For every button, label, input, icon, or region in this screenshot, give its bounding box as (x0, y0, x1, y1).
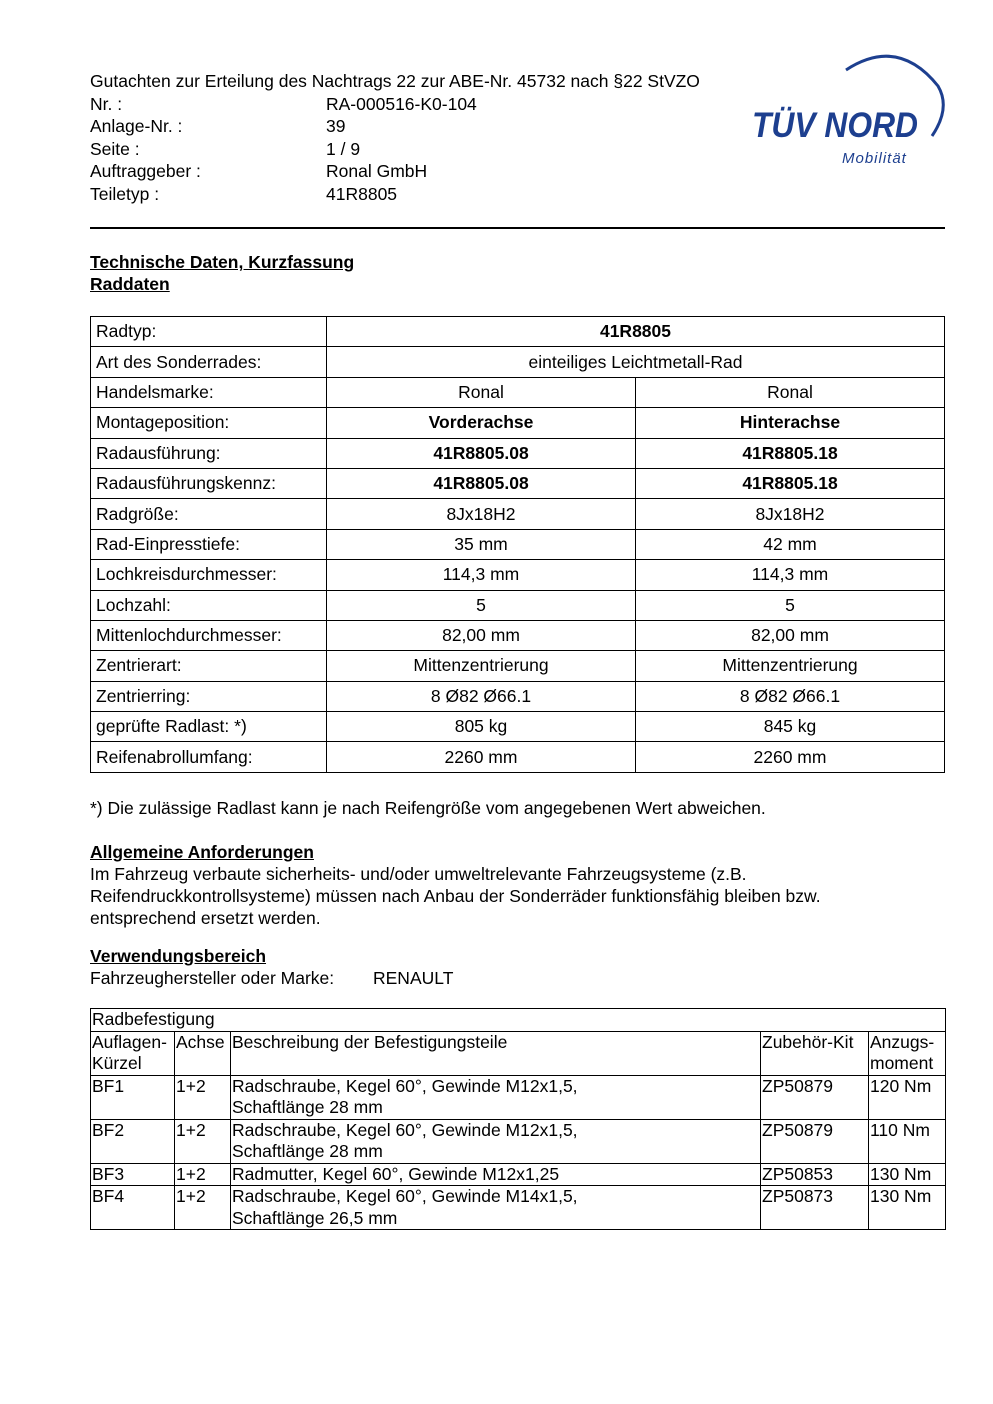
header-row-auftraggeber: Auftraggeber : Ronal GmbH (90, 161, 428, 182)
rear-axle-value: 2260 mm (636, 742, 945, 772)
header-row-anlage: Anlage-Nr. : 39 (90, 116, 346, 137)
table-row (91, 1119, 946, 1163)
front-axle-value: 5 (327, 590, 636, 620)
header-row-nr: Nr. : RA-000516-K0-104 (90, 93, 477, 114)
row-label: Zentrierart: (91, 651, 327, 681)
paragraph-line: Im Fahrzeug verbaute sicherheits- und/oder umweltrelevante Fahrzeugsysteme (z.B. (90, 864, 747, 884)
rear-axle-value: 8Jx18H2 (636, 499, 945, 529)
front-axle-value: Ronal (327, 377, 636, 407)
beschreibung-cell: Radschraube, Kegel 60°, Gewinde M14x1,5, Schaftlänge 26,5 mm (231, 1186, 761, 1230)
front-axle-value: 2260 mm (327, 742, 636, 772)
table-row (91, 1075, 946, 1119)
moment-cell: 130 Nm (869, 1186, 946, 1230)
column-header-kuerzel: Auflagen- Kürzel (91, 1031, 175, 1075)
table-row (91, 438, 945, 468)
front-axle-value: Mittenzentrierung (327, 651, 636, 681)
front-axle-value: 41R8805.08 (327, 468, 636, 498)
rear-axle-value: 5 (636, 590, 945, 620)
front-axle-value: 41R8805.08 (327, 438, 636, 468)
table-row (91, 742, 945, 772)
table-row (91, 560, 945, 590)
table-row (91, 620, 945, 650)
section-technische-daten (90, 251, 354, 295)
row-label: geprüfte Radlast: *) (91, 712, 327, 742)
beschreibung-cell: Radmutter, Kegel 60°, Gewinde M12x1,25 (231, 1163, 761, 1186)
achse-cell: 1+2 (175, 1119, 231, 1163)
table-row (91, 377, 945, 407)
row-label: Lochkreisdurchmesser: (91, 560, 327, 590)
radbefestigung-table (90, 1008, 946, 1230)
section-heading: Allgemeine Anforderungen (90, 842, 314, 862)
table-row (91, 317, 945, 347)
front-axle-value: 805 kg (327, 712, 636, 742)
table-row (91, 347, 945, 377)
row-label: Art des Sonderrades: (91, 347, 327, 377)
raddaten-footnote: *) Die zulässige Radlast kann je nach Reifengröße vom angegebenen Wert abweichen. (90, 798, 766, 818)
header-row-seite: Seite : 1 / 9 (90, 138, 361, 159)
kit-cell: ZP50873 (761, 1186, 869, 1230)
tuv-nord-logo (748, 46, 948, 171)
column-header-kit: Zubehör-Kit (761, 1031, 869, 1075)
front-axle-value: 8Jx18H2 (327, 499, 636, 529)
raddaten-table (90, 316, 945, 773)
table-row (91, 590, 945, 620)
rear-axle-value: Mittenzentrierung (636, 651, 945, 681)
achse-cell: 1+2 (175, 1186, 231, 1230)
achse-cell: 1+2 (175, 1163, 231, 1186)
rear-axle-value: 42 mm (636, 529, 945, 559)
front-axle-value: 8 Ø82 Ø66.1 (327, 681, 636, 711)
row-label: Radausführung: (91, 438, 327, 468)
table-row (91, 408, 945, 438)
row-label: Handelsmarke: (91, 377, 327, 407)
kuerzel-cell: BF4 (91, 1186, 175, 1230)
table-row (91, 681, 945, 711)
section-heading: Technische Daten, Kurzfassung (90, 252, 355, 272)
section-verwendungsbereich (90, 945, 453, 989)
row-label: Radtyp: (91, 317, 327, 347)
table-row (91, 468, 945, 498)
front-axle-value: 35 mm (327, 529, 636, 559)
rear-axle-value: 845 kg (636, 712, 945, 742)
achse-cell: 1+2 (175, 1075, 231, 1119)
moment-cell: 120 Nm (869, 1075, 946, 1119)
table-row (91, 712, 945, 742)
paragraph-line: entsprechend ersetzt werden. (90, 908, 321, 928)
radtyp-value: 41R8805 (327, 317, 945, 347)
document-title: Gutachten zur Erteilung des Nachtrags 22 zur ABE-Nr. 45732 nach §22 StVZO (90, 71, 700, 91)
section-heading: Verwendungsbereich (90, 946, 267, 966)
rear-axle-value: 41R8805.18 (636, 468, 945, 498)
row-label: Radgröße: (91, 499, 327, 529)
kit-cell: ZP50853 (761, 1163, 869, 1186)
kit-cell: ZP50879 (761, 1119, 869, 1163)
table-row (91, 1163, 946, 1186)
rear-axle-value: Hinterachse (636, 408, 945, 438)
paragraph-line: Reifendruckkontrollsysteme) müssen nach Anbau der Sonderräder funktionsfähig bleiben bzw. (90, 886, 821, 906)
rear-axle-value: 8 Ø82 Ø66.1 (636, 681, 945, 711)
moment-cell: 130 Nm (869, 1163, 946, 1186)
row-label: Zentrierring: (91, 681, 327, 711)
section-allgemeine-anforderungen (90, 841, 950, 929)
table-row (91, 651, 945, 681)
row-label: Lochzahl: (91, 590, 327, 620)
column-header-achse: Achse (175, 1031, 231, 1075)
table-row (91, 1186, 946, 1230)
kuerzel-cell: BF1 (91, 1075, 175, 1119)
header-row-teiletyp: Teiletyp : 41R8805 (90, 183, 398, 204)
row-label: Rad-Einpresstiefe: (91, 529, 327, 559)
table-title-row (91, 1009, 946, 1032)
manufacturer-line (90, 967, 453, 989)
rear-axle-value: 41R8805.18 (636, 438, 945, 468)
logo-sub-text: Mobilität (842, 150, 907, 167)
row-label: Radausführungskennz: (91, 468, 327, 498)
beschreibung-cell: Radschraube, Kegel 60°, Gewinde M12x1,5, Schaftlänge 28 mm (231, 1119, 761, 1163)
kuerzel-cell: BF2 (91, 1119, 175, 1163)
row-label: Montageposition: (91, 408, 327, 438)
rear-axle-value: 114,3 mm (636, 560, 945, 590)
front-axle-value: 82,00 mm (327, 620, 636, 650)
column-header-moment: Anzugs- moment (869, 1031, 946, 1075)
table-row (91, 529, 945, 559)
section-subheading: Raddaten (90, 274, 170, 294)
header-divider (90, 227, 945, 229)
table-header-row (91, 1031, 946, 1075)
document-header (90, 70, 770, 206)
front-axle-value: 114,3 mm (327, 560, 636, 590)
moment-cell: 110 Nm (869, 1119, 946, 1163)
kuerzel-cell: BF3 (91, 1163, 175, 1186)
rear-axle-value: 82,00 mm (636, 620, 945, 650)
kit-cell: ZP50879 (761, 1075, 869, 1119)
art-value: einteiliges Leichtmetall-Rad (327, 347, 945, 377)
row-label: Reifenabrollumfang: (91, 742, 327, 772)
manufacturer-value: RENAULT (373, 968, 454, 988)
table-row (91, 499, 945, 529)
column-header-beschreibung: Beschreibung der Befestigungsteile (231, 1031, 761, 1075)
front-axle-value: Vorderachse (327, 408, 636, 438)
table-title: Radbefestigung (91, 1009, 946, 1032)
beschreibung-cell: Radschraube, Kegel 60°, Gewinde M12x1,5, Schaftlänge 28 mm (231, 1075, 761, 1119)
row-label: Mittenlochdurchmesser: (91, 620, 327, 650)
manufacturer-label: Fahrzeughersteller oder Marke: (90, 968, 335, 988)
rear-axle-value: Ronal (636, 377, 945, 407)
logo-brand-text: TÜV NORD (752, 106, 918, 145)
